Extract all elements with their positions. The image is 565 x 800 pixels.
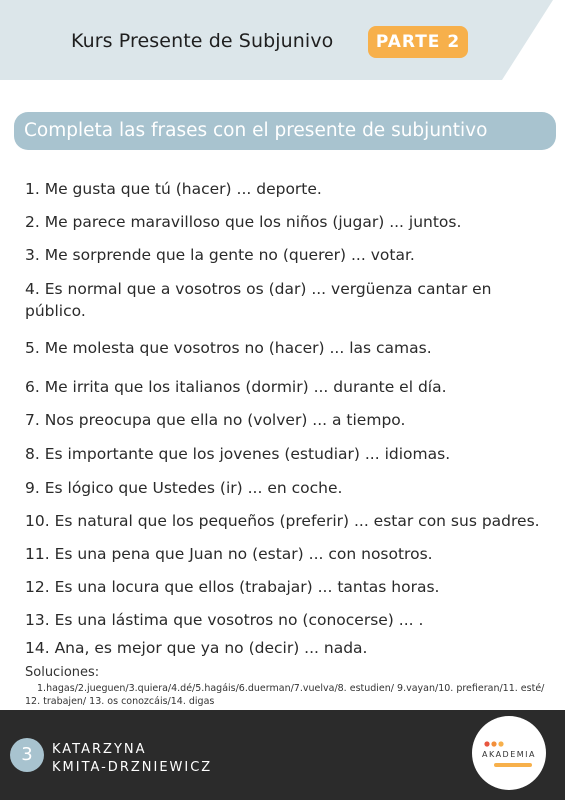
instruction-text: Completa las frases con el presente de subjuntivo (24, 120, 488, 141)
akademia-logo-icon (472, 716, 546, 790)
exercise-item: 2. Me parece maravilloso que los niños (jugar) ... juntos. (25, 213, 462, 231)
solutions-title: Soluciones: (25, 665, 100, 680)
solutions-text: 1.hagas/2.jueguen/3.quiera/4.dé/5.hagáis/6.duerman/7.vuelva/8. estudien/ 9.vayan/10. prefieran/11. esté/ 12. trabajen/ 13. os conozcáis/14. digas (25, 683, 545, 707)
author-first-name: KATARZYNA (52, 742, 147, 757)
exercise-item: 9. Es lógico que Ustedes (ir) ... en coche. (25, 479, 343, 497)
logo-text: AKADEMIA (482, 750, 536, 759)
logo-underline (494, 763, 532, 767)
exercise-item: 11. Es una pena que Juan no (estar) ... con nosotros. (25, 545, 433, 563)
author-last-name: KMITA-DRZNIEWICZ (52, 760, 213, 775)
exercise-item: 6. Me irrita que los italianos (dormir) ... durante el día. (25, 378, 447, 396)
instruction-banner (14, 112, 556, 150)
exercise-item: 4. Es normal que a vosotros os (dar) ... vergüenza cantar en público. (25, 280, 492, 320)
logo-dots-icon (484, 741, 514, 747)
exercise-item: 7. Nos preocupa que ella no (volver) ... a tiempo. (25, 411, 406, 429)
exercise-item: 12. Es una locura que ellos (trabajar) ... tantas horas. (25, 578, 440, 596)
part-badge: PARTE 2 (368, 26, 468, 58)
exercise-item: 1. Me gusta que tú (hacer) ... deporte. (25, 180, 322, 198)
exercise-item: 13. Es una lástima que vosotros no (conocerse) ... . (25, 611, 424, 629)
page-number: 3 (10, 738, 44, 772)
exercise-item: 5. Me molesta que vosotros no (hacer) ... las camas. (25, 339, 432, 357)
exercise-item: 3. Me sorprende que la gente no (querer) ... votar. (25, 246, 415, 264)
exercise-item: 10. Es natural que los pequeños (preferir) ... estar con sus padres. (25, 512, 540, 530)
course-title: Kurs Presente de Subjunivo (71, 30, 334, 52)
exercise-item: 14. Ana, es mejor que ya no (decir) ... nada. (25, 639, 368, 657)
exercise-item: 8. Es importante que los jovenes (estudiar) ... idiomas. (25, 445, 451, 463)
footer (0, 710, 565, 800)
